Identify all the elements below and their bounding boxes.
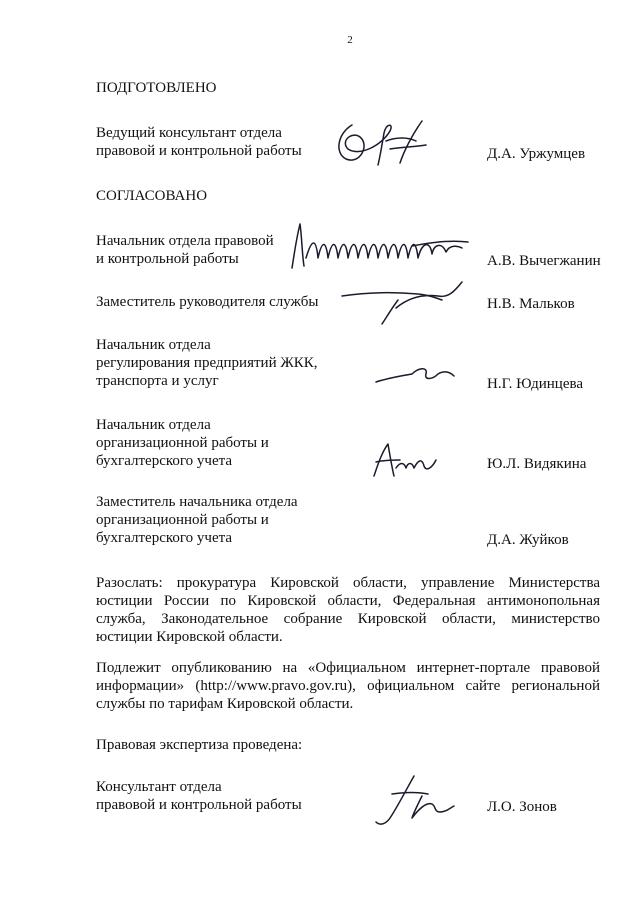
signature-yudintseva bbox=[372, 360, 462, 390]
signatory-position: Заместитель начальника отдела организационной работы и бухгалтерского учета bbox=[96, 494, 298, 546]
signatory-position: Начальник отдела организационной работы и бухгалтерского учета bbox=[96, 417, 269, 469]
distribution-list: Разослать: прокуратура Кировской области, управление Министерства юстиции России по Кировской области, Федеральная антимонопольная служба, Законодательное собрание Кировской области, министерство юстиции Кировской области. bbox=[96, 575, 600, 645]
page-number: 2 bbox=[347, 34, 353, 46]
signatory-name: Д.А. Жуйков bbox=[487, 532, 569, 548]
publication-note: Подлежит опубликованию на «Официальном интернет-портале правовой информации» (http://www.pravo.gov.ru), официальном сайте региональной службы по тарифам Кировской области. bbox=[96, 660, 600, 712]
signatory-name: Д.А. Уржумцев bbox=[487, 146, 586, 162]
consultant-position: Консультант отдела правовой и контрольной работы bbox=[96, 779, 302, 813]
prepared-heading: ПОДГОТОВЛЕНО bbox=[96, 80, 217, 96]
signature-vychegzhanin bbox=[282, 218, 472, 273]
consultant-name: Л.О. Зонов bbox=[487, 799, 557, 815]
agreed-heading: СОГЛАСОВАНО bbox=[96, 188, 208, 204]
signatory-name: Н.В. Мальков bbox=[487, 296, 575, 312]
signatory-position: Ведущий консультант отдела правовой и контрольной работы bbox=[96, 125, 302, 159]
signatory-position: Начальник отдела регулирования предприятий ЖКК, транспорта и услуг bbox=[96, 337, 318, 389]
signatory-name: Ю.Л. Видякина bbox=[487, 456, 587, 472]
signature-zonov bbox=[362, 772, 462, 830]
signature-urzhumtsev bbox=[330, 115, 440, 170]
signatory-position: Заместитель руководителя службы bbox=[96, 294, 319, 310]
signatory-position: Начальник отдела правовой и контрольной работы bbox=[96, 233, 274, 267]
expertise-note: Правовая экспертиза проведена: bbox=[96, 737, 303, 753]
signature-vidyakina bbox=[366, 438, 446, 482]
signatory-name: А.В. Вычегжанин bbox=[487, 253, 601, 269]
signature-malkov bbox=[338, 278, 468, 328]
signatory-name: Н.Г. Юдинцева bbox=[487, 376, 584, 392]
